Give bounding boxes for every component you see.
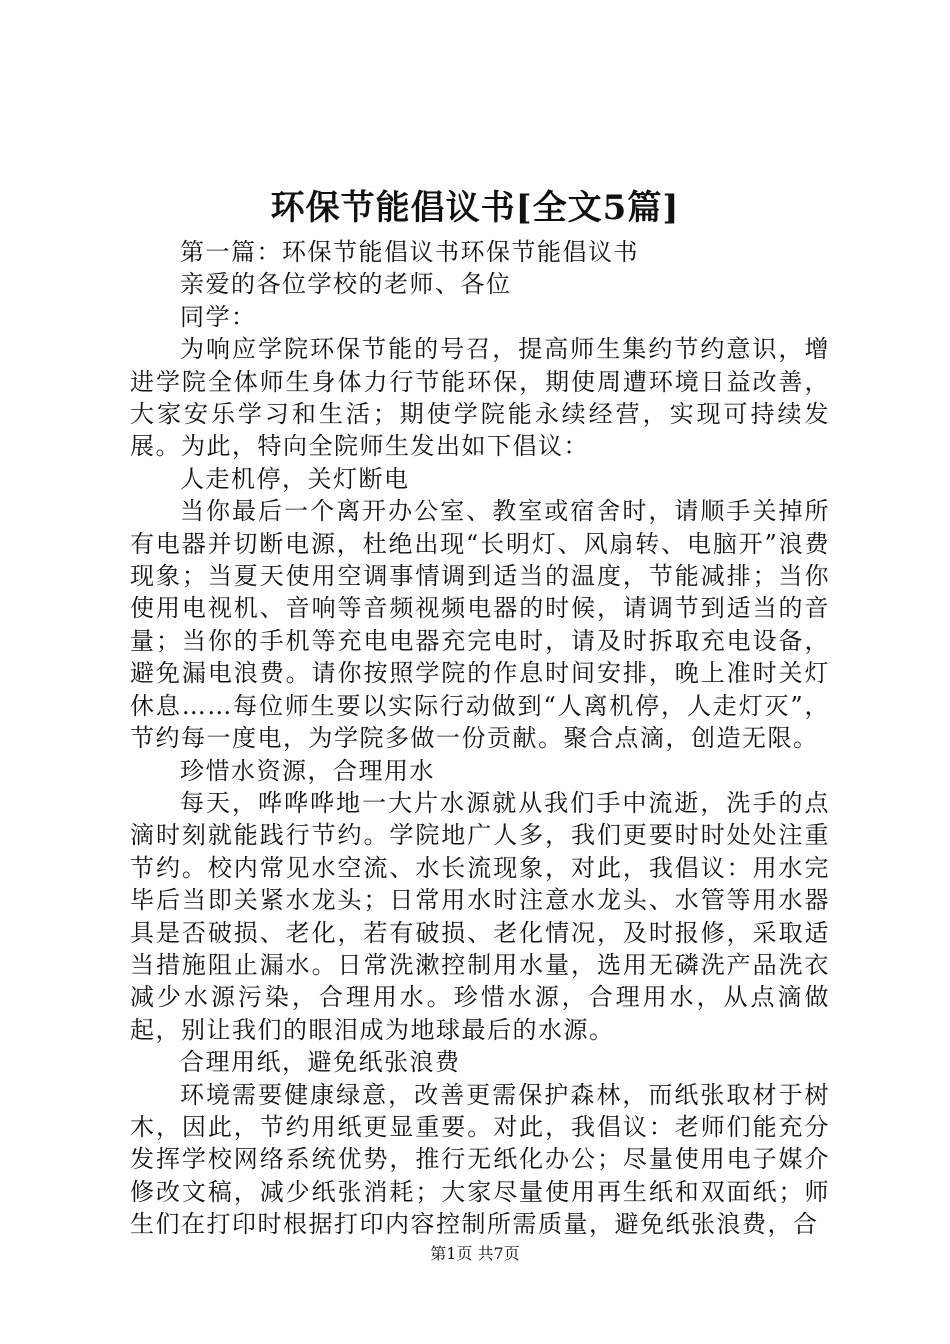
document-title: 环保节能倡议书[全文5篇] [270,188,680,228]
salutation-line: 同学： [180,302,257,331]
page-footer: 第1页 共7页 [430,1244,520,1263]
subheading: 珍惜水资源，合理用水 [180,756,435,785]
document-body [130,236,830,1241]
body-paragraph: 当你最后一个离开办公室、教室或宿舍时，请顺手关掉所有电器并切断电源，杜绝出现“长明灯、风扇转、电脑开”浪费现象；当夏天使用空调事情调到适当的温度，节能减排；当你使用电视机、音响等音频视频电器的时候，请调节到适当的音量；当你的手机等充电电器充完电时，请及时拆取充电设备，避免漏电浪费。请你按照学院的作息时间安排，晚上准时关灯休息……每位师生要以实际行动做到“人离机停，人走灯灭”，节约每一度电，为学院多做一份贡献。聚合点滴，创造无限。 [130,497,830,753]
section-heading: 第一篇：环保节能倡议书环保节能倡议书 [180,238,639,266]
body-paragraph: 为响应学院环保节能的号召，提高师生集约节约意识，增进学院全体师生身体力行节能环保，期使周遭环境日益改善，大家安乐学习和生活；期使学院能永续经营，实现可持续发展。为此，特向全院师生发出如下倡议： [130,335,830,461]
body-paragraph: 环境需要健康绿意，改善更需保护森林，而纸张取材于树木，因此，节约用纸更显重要。对此，我倡议：老师们能充分发挥学校网络系统优势，推行无纸化办公；尽量使用电子媒介修改文稿，减少纸张消耗；大家尽量使用再生纸和双面纸；师生们在打印时根据打印内容控制所需质量，避免纸张浪费，合 [130,1080,830,1239]
subheading: 合理用纸，避免纸张浪费 [180,1048,461,1077]
body-paragraph: 每天，哗哗哗地一大片水源就从我们手中流逝，洗手的点滴时刻就能践行节约。学院地广人多，我们更要时时处处注重节约。校内常见水空流、水长流现象，对此，我倡议：用水完毕后当即关紧水龙头；日常用水时注意水龙头、水管等用水器具是否破损、老化，若有破损、老化情况，及时报修，采取适当措施阻止漏水。日常洗漱控制用水量，选用无磷洗产品洗衣减少水源污染，合理用水。珍惜水源，合理用水，从点滴做起，别让我们的眼泪成为地球最后的水源。 [130,788,830,1044]
subheading: 人走机停，关灯断电 [180,464,410,493]
salutation-line: 亲爱的各位学校的老师、各位 [180,270,512,299]
